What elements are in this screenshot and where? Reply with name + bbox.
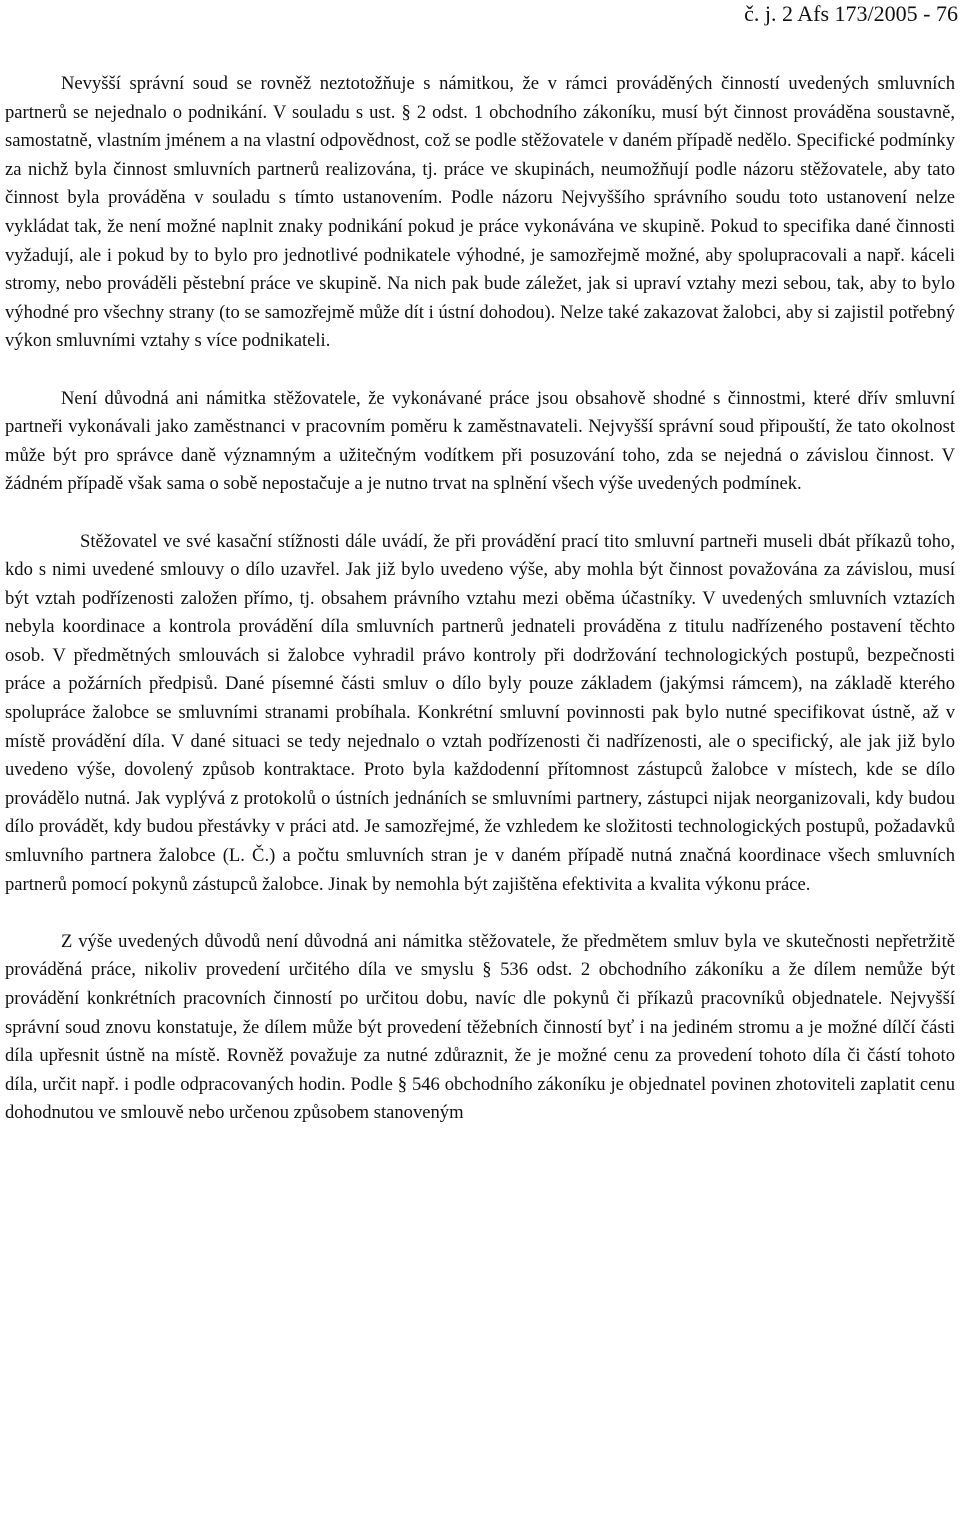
paragraph: Nevyšší správní soud se rovněž neztotožňuje s námitkou, že v rámci prováděných činností uvedených smluvních partnerů se nejednalo o podnikání. V souladu s ust. § 2 odst. 1 obchodního zákoníku, musí být činnost prováděna soustavně, samostatně, vlastním jménem a na vlastní odpovědnost, což se podle stěžovatele v daném případě nedělo. Specifické podmínky za nichž byla činnost smluvních partnerů realizována, tj. práce ve skupinách, neumožňují podle názoru stěžovatele, aby tato činnost byla prováděna v souladu s tímto ustanovením. Podle názoru Nejvyššího správního soudu toto ustanovení nelze vykládat tak, že není možné naplnit znaky podnikání pokud je práce vykonávána ve skupině. Pokud to specifika dané činnosti vyžadují, ale i pokud by to bylo pro jednotlivé podnikatele výhodné, je samozřejmě možné, aby spolupracovali a např. káceli stromy, nebo prováděli pěstební práce ve skupině. Na nich pak bude záležet, jak si upraví vztahy mezi sebou, tak, aby to bylo výhodné pro všechny strany (to se samozřejmě může dít i ústní dohodou). Nelze také zakazovat žalobci, aby si zajistil potřebný výkon smluvními vztahy s více podnikateli. (5, 73, 955, 352)
paragraph: Není důvodná ani námitka stěžovatele, že vykonávané práce jsou obsahově shodné s činnostmi, které dřív smluvní partneři vykonávali jako zaměstnanci v pracovním poměru k zaměstnavateli. Nejvyšší správní soud připouští, že tato okolnost může být pro správce daně významným a užitečným vodítkem při posuzování toho, zda se nejedná o závislou činnost. V žádném případě však sama o sobě nepostačuje a je nutno trvat na splnění všech výše uvedených podmínek. (5, 387, 955, 495)
case-number: č. j. 2 Afs 173/2005 - 76 (744, 1, 958, 26)
paragraph: Z výše uvedených důvodů není důvodná ani námitka stěžovatele, že předmětem smluv byla ve skutečnosti nepřetržitě prováděná práce, nikoliv provedení určitého díla ve smyslu § 536 odst. 2 obchodního zákoníku a že dílem nemůže být provádění konkrétních pracovních činností po určitou dobu, navíc dle pokynů či příkazů pracovníků objednatele. Nejvyšší správní soud znovu konstatuje, že dílem může být provedení těžebních činností byť i na jediném stromu a je možné dílčí části díla upřesnit ústně na místě. Rovněž považuje za nutné zdůraznit, že je možné cenu za provedení tohoto díla či částí tohoto díla, určit např. i podle odpracovaných hodin. Podle § 546 obchodního zákoníku je objednatel povinen zhotoviteli zaplatit cenu dohodnutou ve smlouvě nebo určenou způsobem stanoveným (5, 930, 955, 1124)
document-body (5, 70, 955, 1128)
paragraph: Stěžovatel ve své kasační stížnosti dále uvádí, že při provádění prací tito smluvní partneři museli dbát příkazů toho, kdo s nimi uvedené smlouvy o dílo uzavřel. Jak již bylo uvedeno výše, aby mohla být činnost považována za závislou, musí být vztah podřízenosti založen přímo, tj. obsahem právního vztahu mezi oběma účastníky. V uvedených smluvních vztazích nebyla koordinace a kontrola provádění díla smluvních partnerů jednateli prováděna z titulu nadřízeného postavení těchto osob. V předmětných smlouvách si žalobce vyhradil právo kontroly při dodržování technologických postupů, bezpečnosti práce a požárních předpisů. Dané písemné části smluv o dílo byly pouze základem (jakýmsi rámcem), na základě kterého spolupráce žalobce se smluvními stranami probíhala. Konkrétní smluvní povinnosti pak bylo nutné specifikovat ústně, až v místě provádění díla. V dané situaci se tedy nejednalo o vztah podřízenosti či nadřízenosti, ale o specifický, ale jak již bylo uvedeno výše, dovolený způsob kontraktace. Proto byla každodenní přítomnost zástupců žalobce v místech, kde se dílo provádělo nutná. Jak vyplývá z protokolů o ústních jednáních se smluvními partnery, zástupci nijak neorganizovali, kdy budou dílo provádět, kdy budou přestávky v práci atd. Je samozřejmé, že vzhledem ke složitosti technologických postupů, požadavků smluvního partnera žalobce (L. Č.) a počtu smluvních stran je v daném případě nutná značná koordinace všech smluvních partnerů pomocí pokynů zástupců žalobce. Jinak by nemohla být zajištěna efektivita a kvalita výkonu práce. (5, 530, 955, 895)
